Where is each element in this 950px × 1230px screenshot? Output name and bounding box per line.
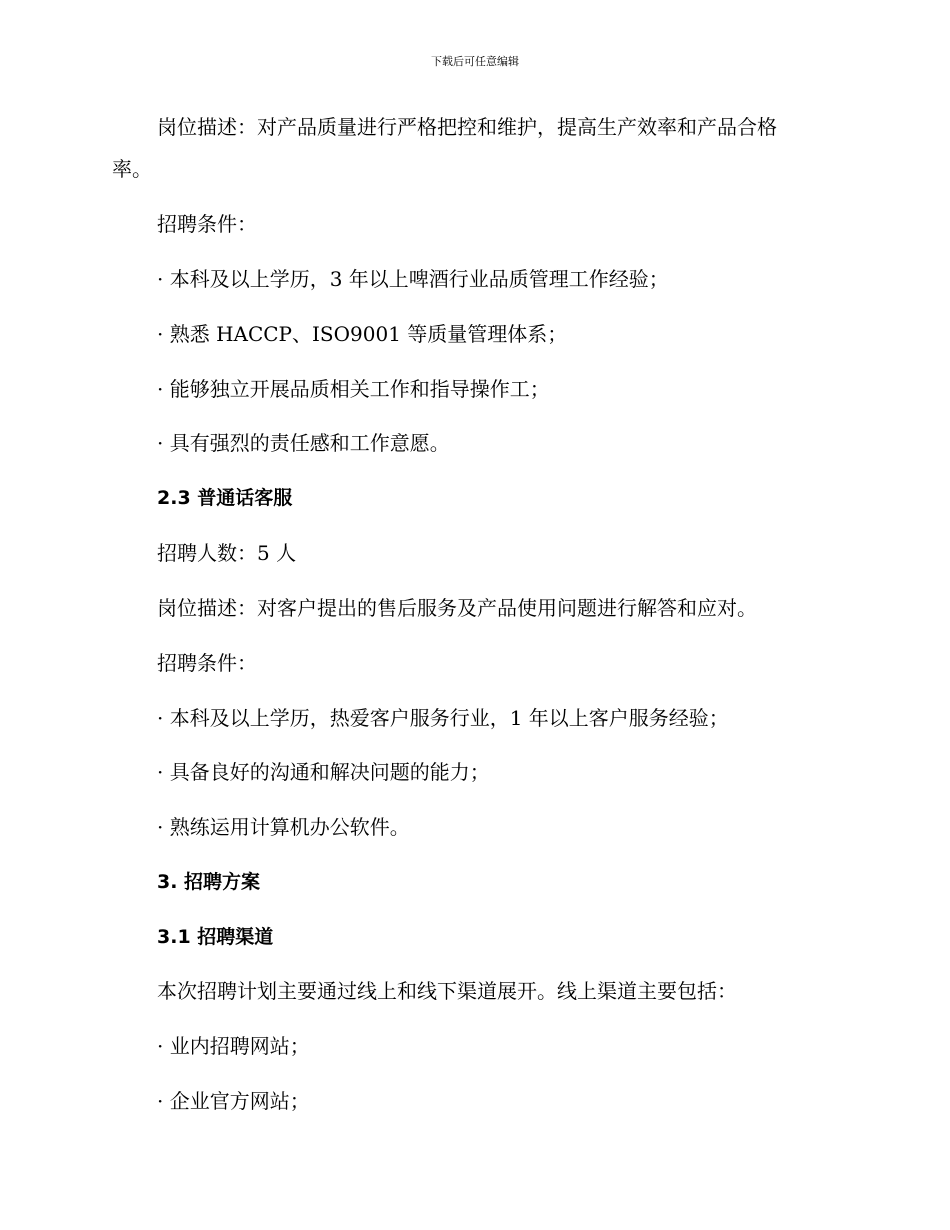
bullet-item: · 本科及以上学历，热爱客户服务行业，1 年以上客户服务经验； bbox=[157, 706, 729, 730]
bullet-item: · 本科及以上学历，3 年以上啤酒行业品质管理工作经验； bbox=[157, 267, 669, 291]
requirements-label: 招聘条件： bbox=[157, 212, 257, 236]
bullet-item: · 具有强烈的责任感和工作意愿。 bbox=[157, 431, 450, 455]
paragraph: 本次招聘计划主要通过线上和线下渠道展开。线上渠道主要包括： bbox=[157, 979, 737, 1003]
bullet-item: · 熟悉 HACCP、ISO9001 等质量管理体系； bbox=[157, 322, 568, 346]
job-description-line: 岗位描述：对产品质量进行严格把控和维护，提高生产效率和产品合格 bbox=[157, 115, 777, 139]
headcount-line: 招聘人数：5 人 bbox=[157, 541, 297, 565]
bullet-item: · 业内招聘网站； bbox=[157, 1034, 310, 1058]
section-heading: 2.3 普通话客服 bbox=[157, 487, 293, 509]
job-description-line: 岗位描述：对客户提出的售后服务及产品使用问题进行解答和应对。 bbox=[157, 596, 757, 620]
section-heading: 3. 招聘方案 bbox=[157, 871, 261, 893]
requirements-label: 招聘条件： bbox=[157, 651, 257, 675]
bullet-item: · 能够独立开展品质相关工作和指导操作工； bbox=[157, 377, 550, 401]
page-header: 下载后可任意编辑 bbox=[431, 55, 519, 68]
bullet-item: · 熟练运用计算机办公软件。 bbox=[157, 815, 410, 839]
job-description-continuation: 率。 bbox=[112, 157, 152, 181]
bullet-item: · 具备良好的沟通和解决问题的能力； bbox=[157, 760, 490, 784]
bullet-item: · 企业官方网站； bbox=[157, 1089, 310, 1113]
section-heading: 3.1 招聘渠道 bbox=[157, 926, 274, 948]
